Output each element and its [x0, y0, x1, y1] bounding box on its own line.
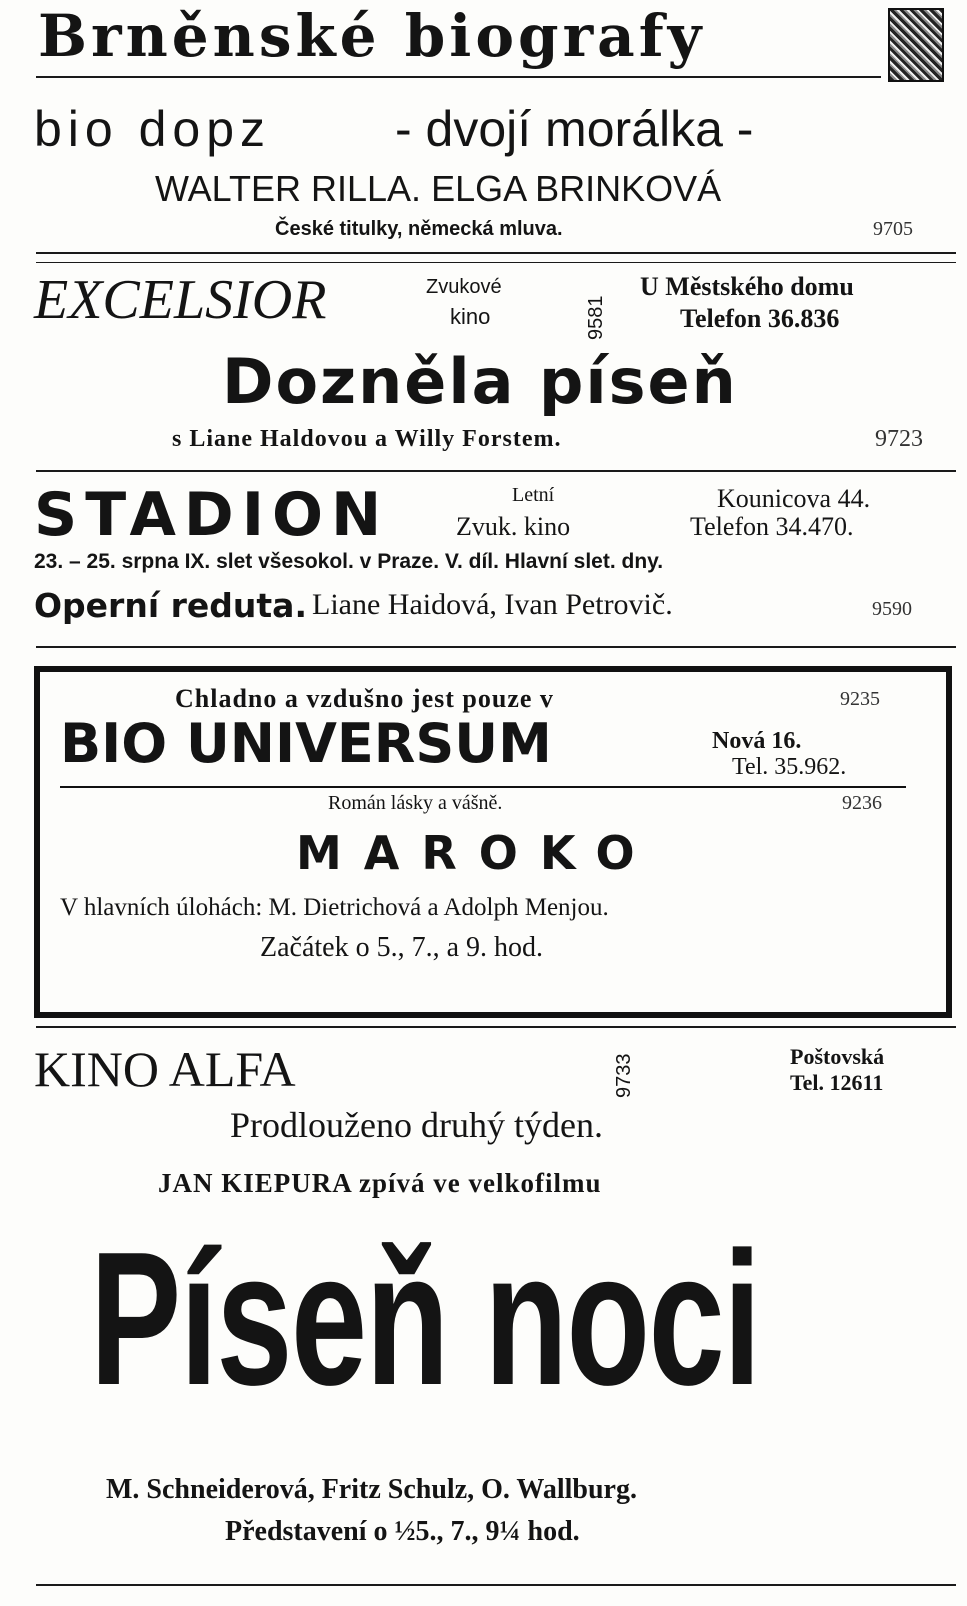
dopz-note: České titulky, německá mluva. — [275, 218, 563, 240]
stadion-cinema-name: STADION — [34, 480, 390, 550]
universum-underline — [60, 786, 906, 788]
excelsior-address: U Městského domu — [640, 272, 854, 301]
universum-cinema-name: BIO UNIVERSUM — [60, 712, 552, 775]
excelsior-ref: 9581 — [585, 295, 607, 340]
divider — [36, 252, 956, 254]
divider — [36, 76, 881, 78]
stadion-address: Kounicova 44. — [717, 484, 871, 513]
stamp-icon — [888, 8, 944, 82]
excelsior-type-line1: Zvukové — [426, 276, 502, 298]
alfa-cinema-name: KINO ALFA — [34, 1041, 296, 1097]
divider — [36, 470, 956, 472]
dopz-cast: WALTER RILLA. ELGA BRINKOVÁ — [155, 168, 722, 209]
alfa-extended: Prodlouženo druhý týden. — [230, 1105, 603, 1145]
excelsior-type-line2: kino — [450, 304, 491, 329]
stadion-film-title: Operní reduta. — [34, 586, 307, 625]
dopz-film-title: - dvojí morálka - — [395, 101, 754, 157]
divider — [36, 1026, 956, 1028]
excelsior-cinema-name: EXCELSIOR — [34, 269, 327, 331]
excelsior-phone: Telefon 36.836 — [680, 304, 840, 333]
excelsior-film-title: Dozněla píseň — [222, 345, 738, 418]
stadion-phone: Telefon 34.470. — [690, 512, 854, 541]
stadion-type-line2: Zvuk. kino — [456, 512, 571, 541]
stadion-type-line1: Letní — [512, 484, 555, 506]
universum-tagline: Chladno a vzdušno jest pouze v — [175, 684, 554, 713]
alfa-address: Poštovská — [790, 1044, 885, 1069]
universum-cast: V hlavních úlohách: M. Dietrichová a Adolph Menjou. — [60, 894, 609, 921]
alfa-times: Představení o ½5., 7., 9¼ hod. — [225, 1516, 580, 1547]
alfa-intro: JAN KIEPURA zpívá ve velkofilmu — [158, 1168, 602, 1198]
divider — [36, 262, 956, 263]
alfa-film-title: Píseň noci — [90, 1213, 760, 1425]
alfa-cast: M. Schneiderová, Fritz Schulz, O. Wallburg. — [106, 1474, 637, 1505]
universum-ref-1: 9235 — [840, 688, 880, 710]
dopz-ref: 9705 — [873, 218, 913, 240]
dopz-cinema-name: bio dopz — [34, 101, 272, 157]
universum-ref-2: 9236 — [842, 792, 882, 814]
stadion-notice: 23. – 25. srpna IX. slet všesokol. v Praze. V. díl. Hlavní slet. dny. — [34, 550, 664, 573]
excelsior-cast: s Liane Haldovou a Willy Forstem. — [172, 426, 562, 452]
universum-genre: Román lásky a vášně. — [328, 792, 503, 814]
page-title: Brněnské biografy — [38, 2, 706, 70]
divider — [36, 1584, 956, 1586]
universum-address: Nová 16. — [712, 728, 802, 754]
excelsior-ref-bottom: 9723 — [875, 426, 923, 452]
stadion-cast: Liane Haidová, Ivan Petrovič. — [312, 588, 673, 621]
universum-times: Začátek o 5., 7., a 9. hod. — [260, 932, 544, 963]
universum-phone: Tel. 35.962. — [732, 754, 847, 780]
stadion-ref: 9590 — [872, 598, 912, 620]
divider — [36, 646, 956, 648]
alfa-phone: Tel. 12611 — [790, 1070, 884, 1095]
alfa-ref: 9733 — [613, 1053, 635, 1098]
universum-film-title: MAROKO — [296, 826, 657, 880]
